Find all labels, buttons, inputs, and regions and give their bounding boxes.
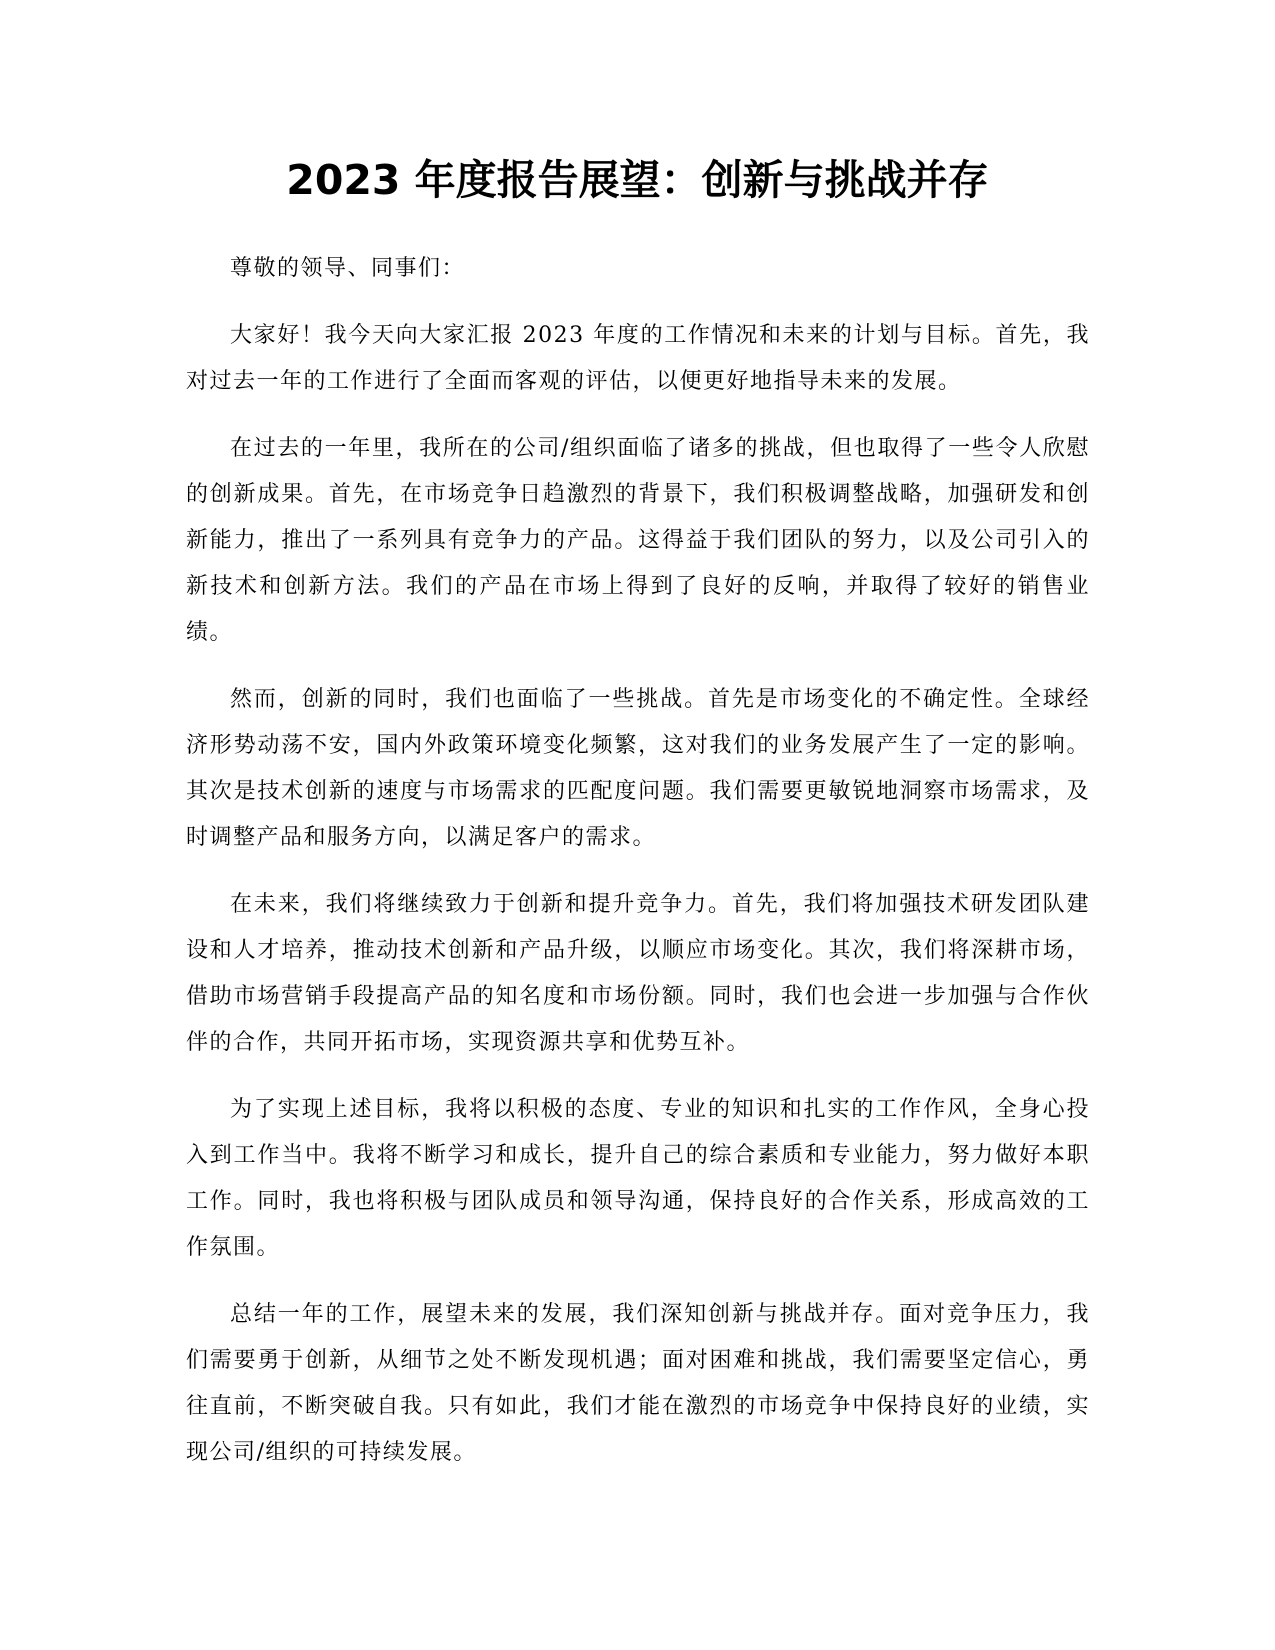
paragraph-intro: 大家好！我今天向大家汇报 2023 年度的工作情况和未来的计划与目标。首先，我对过去一年的工作进行了全面而客观的评估，以便更好地指导未来的发展。: [186, 323, 1090, 394]
paragraph-commitment: 为了实现上述目标，我将以积极的态度、专业的知识和扎实的工作作风，全身心投入到工作当中。我将不断学习和成长，提升自己的综合素质和专业能力，努力做好本职工作。同时，我也将积极与团队成员和领导沟通，保持良好的合作关系，形成高效的工作氛围。: [186, 1097, 1090, 1260]
greeting: 尊敬的领导、同事们：: [230, 256, 466, 281]
paragraph-conclusion: 总结一年的工作，展望未来的发展，我们深知创新与挑战并存。面对竞争压力，我们需要勇于创新，从细节之处不断发现机遇；面对困难和挑战，我们需要坚定信心，勇往直前，不断突破自我。只有如此，我们才能在激烈的市场竞争中保持良好的业绩，实现公司/组织的可持续发展。: [186, 1302, 1090, 1465]
document-title: 2023 年度报告展望：创新与挑战并存: [286, 156, 989, 204]
paragraph-future-plans: 在未来，我们将继续致力于创新和提升竞争力。首先，我们将加强技术研发团队建设和人才培养，推动技术创新和产品升级，以顺应市场变化。其次，我们将深耕市场，借助市场营销手段提高产品的知名度和市场份额。同时，我们也会进一步加强与合作伙伴的合作，共同开拓市场，实现资源共享和优势互补。: [186, 892, 1090, 1055]
paragraph-challenges: 然而，创新的同时，我们也面临了一些挑战。首先是市场变化的不确定性。全球经济形势动荡不安，国内外政策环境变化频繁，这对我们的业务发展产生了一定的影响。其次是技术创新的速度与市场需求的匹配度问题。我们需要更敏锐地洞察市场需求，及时调整产品和服务方向，以满足客户的需求。: [186, 687, 1090, 850]
document-body: [186, 246, 1090, 1497]
paragraph-achievements: 在过去的一年里，我所在的公司/组织面临了诸多的挑战，但也取得了一些令人欣慰的创新成果。首先，在市场竞争日趋激烈的背景下，我们积极调整战略，加强研发和创新能力，推出了一系列具有竞争力的产品。这得益于我们团队的努力，以及公司引入的新技术和创新方法。我们的产品在市场上得到了良好的反响，并取得了较好的销售业绩。: [186, 436, 1090, 645]
